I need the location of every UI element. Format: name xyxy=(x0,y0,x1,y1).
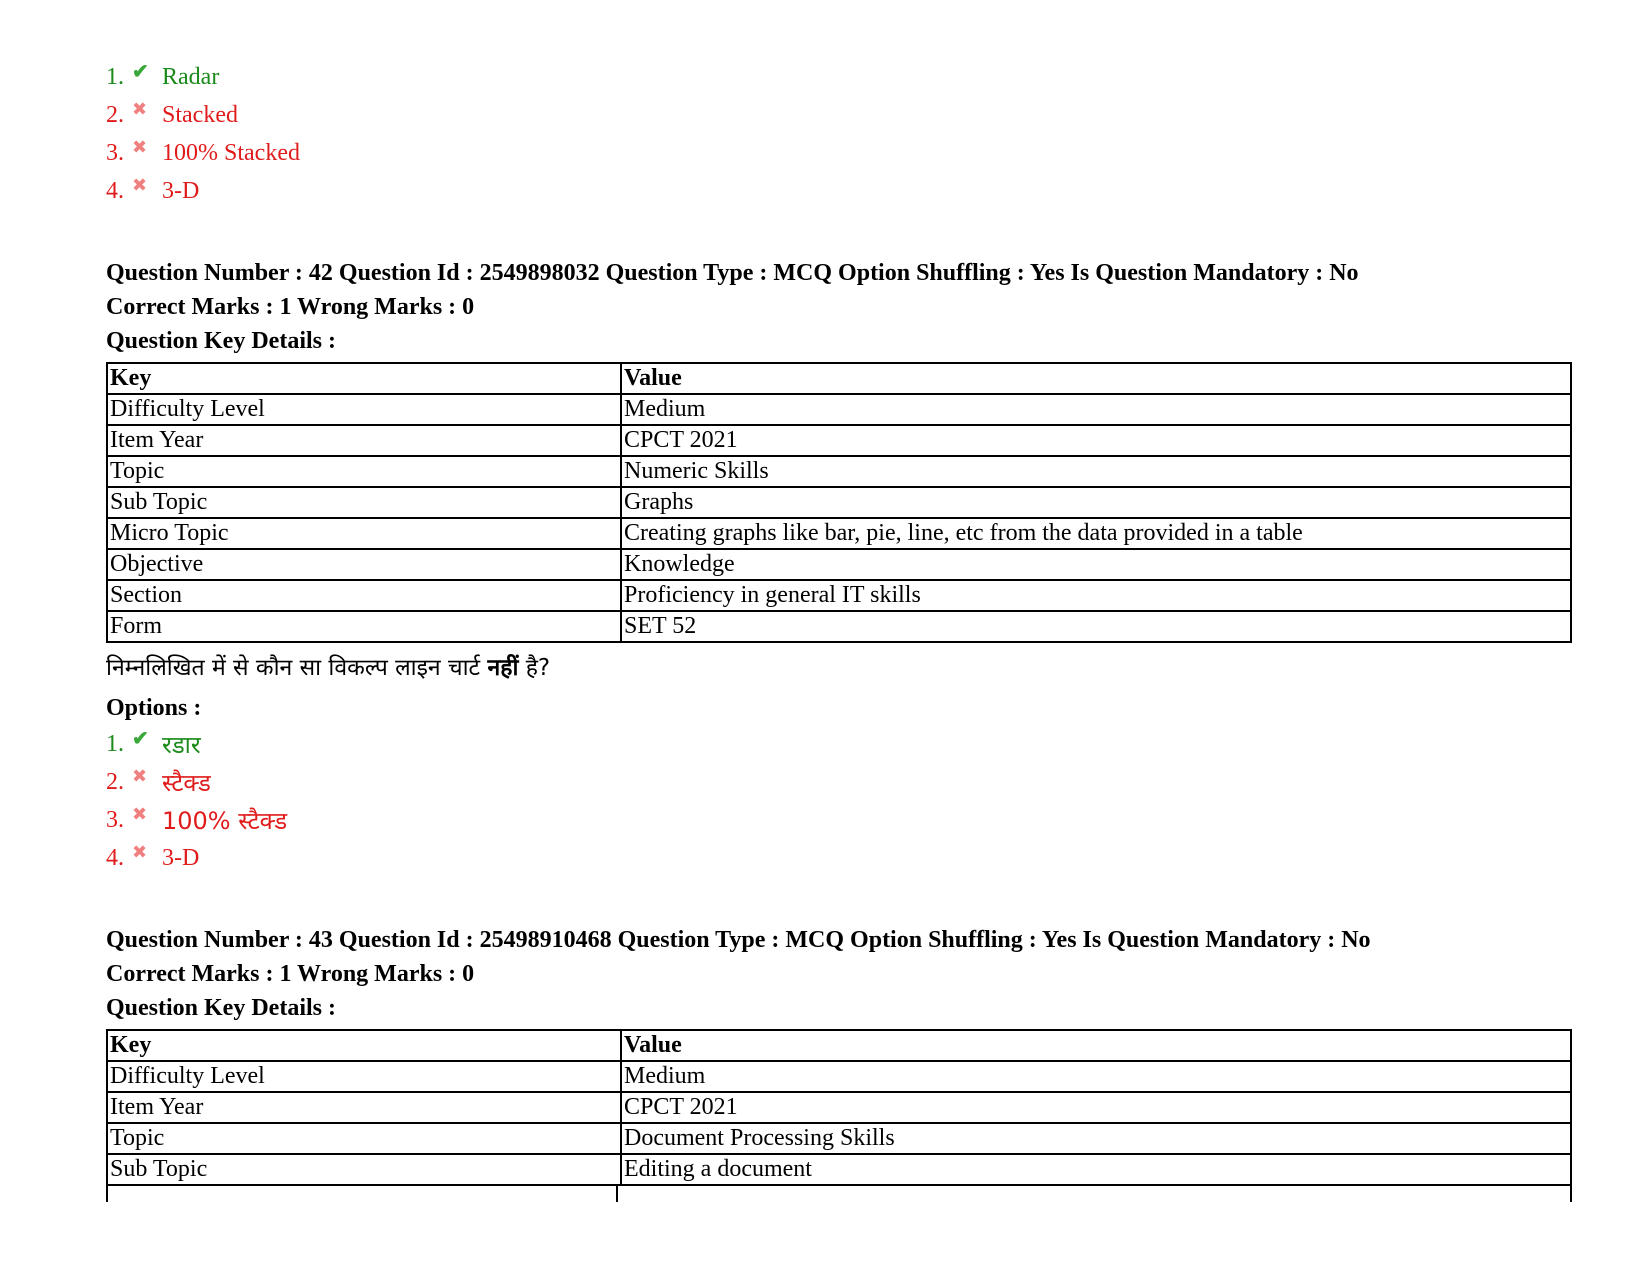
option-item xyxy=(106,134,1572,172)
option-text: रडार xyxy=(162,730,201,759)
row-value: CPCT 2021 xyxy=(621,1092,1571,1123)
option-item xyxy=(106,96,1572,134)
table-row xyxy=(107,518,1571,549)
table-header-row xyxy=(107,1030,1571,1061)
option-text: 100% स्टैक्ड xyxy=(162,806,288,835)
row-key: Sub Topic xyxy=(107,487,621,518)
question-text-part: है? xyxy=(518,655,551,681)
row-key: Item Year xyxy=(107,1092,621,1123)
row-key: Topic xyxy=(107,1123,621,1154)
option-text: Radar xyxy=(162,63,220,90)
option-number: 3. xyxy=(106,139,124,166)
row-value: Creating graphs like bar, pie, line, etc from the data provided in a table xyxy=(621,518,1571,549)
cross-icon: ✖ xyxy=(132,765,148,786)
table-row xyxy=(107,456,1571,487)
option-text: 3-D xyxy=(162,844,200,871)
cross-icon: ✖ xyxy=(132,174,148,195)
option-text: स्टैक्ड xyxy=(162,768,211,797)
cross-icon: ✖ xyxy=(132,841,148,862)
table-row xyxy=(107,394,1571,425)
option-number: 3. xyxy=(106,806,124,833)
row-key: Difficulty Level xyxy=(107,1061,621,1092)
table-row xyxy=(107,487,1571,518)
option-number: 4. xyxy=(106,177,124,204)
option-number: 2. xyxy=(106,768,124,795)
option-item xyxy=(106,725,1572,763)
table-continuation xyxy=(106,1186,1572,1202)
option-number: 4. xyxy=(106,844,124,871)
column-header-value: Value xyxy=(621,363,1571,394)
question-text-part: निम्नलिखित में से कौन सा विकल्प लाइन चार्ट xyxy=(106,655,488,681)
row-value: Proficiency in general IT skills xyxy=(621,580,1571,611)
option-item xyxy=(106,839,1572,877)
row-value: Medium xyxy=(621,1061,1571,1092)
question-block-42 xyxy=(106,256,1572,877)
row-value: Medium xyxy=(621,394,1571,425)
question-text-emphasis: नहीं xyxy=(487,655,519,681)
row-value: Graphs xyxy=(621,487,1571,518)
row-value: Knowledge xyxy=(621,549,1571,580)
table-header-row xyxy=(107,363,1571,394)
row-key: Difficulty Level xyxy=(107,394,621,425)
table-row xyxy=(107,1061,1571,1092)
row-value: Editing a document xyxy=(621,1154,1571,1185)
row-key: Item Year xyxy=(107,425,621,456)
cross-icon: ✖ xyxy=(132,98,148,119)
document-page xyxy=(106,58,1572,1202)
column-header-key: Key xyxy=(107,363,621,394)
option-number: 1. xyxy=(106,63,124,90)
option-text: 3-D xyxy=(162,177,200,204)
question-header: Question Number : 42 Question Id : 2549898032 Question Type : MCQ Option Shuffling : Yes Is Question Mandatory : No xyxy=(106,260,1359,286)
marks-line: Correct Marks : 1 Wrong Marks : 0 xyxy=(106,294,475,320)
key-details-label: Question Key Details : xyxy=(106,328,336,354)
key-details-label: Question Key Details : xyxy=(106,995,336,1021)
row-key: Sub Topic xyxy=(107,1154,621,1185)
row-value: Numeric Skills xyxy=(621,456,1571,487)
table-row xyxy=(107,1123,1571,1154)
options-label: Options : xyxy=(106,695,202,721)
question-text xyxy=(106,651,1572,685)
question-block-43 xyxy=(106,923,1572,1202)
table-row xyxy=(107,580,1571,611)
option-item xyxy=(106,801,1572,839)
option-item xyxy=(106,172,1572,210)
table-row xyxy=(107,549,1571,580)
cross-icon: ✖ xyxy=(132,136,148,157)
row-key: Topic xyxy=(107,456,621,487)
option-text: Stacked xyxy=(162,101,238,128)
row-value: SET 52 xyxy=(621,611,1571,642)
marks-line: Correct Marks : 1 Wrong Marks : 0 xyxy=(106,961,475,987)
table-row xyxy=(107,425,1571,456)
row-value: CPCT 2021 xyxy=(621,425,1571,456)
row-value: Document Processing Skills xyxy=(621,1123,1571,1154)
row-key: Form xyxy=(107,611,621,642)
prev-options-list xyxy=(106,58,1572,210)
option-item xyxy=(106,58,1572,96)
option-number: 1. xyxy=(106,730,124,757)
row-key: Objective xyxy=(107,549,621,580)
column-header-value: Value xyxy=(621,1030,1571,1061)
cross-icon: ✖ xyxy=(132,803,148,824)
check-icon: ✔ xyxy=(132,60,149,83)
option-text: 100% Stacked xyxy=(162,139,300,166)
column-header-key: Key xyxy=(107,1030,621,1061)
table-row xyxy=(107,1092,1571,1123)
key-details-table xyxy=(106,1029,1572,1186)
options-list xyxy=(106,725,1572,877)
row-key: Section xyxy=(107,580,621,611)
row-key: Micro Topic xyxy=(107,518,621,549)
question-header: Question Number : 43 Question Id : 25498910468 Question Type : MCQ Option Shuffling : Yes Is Question Mandatory : No xyxy=(106,927,1371,953)
option-item xyxy=(106,763,1572,801)
table-row xyxy=(107,611,1571,642)
check-icon: ✔ xyxy=(132,727,149,750)
option-number: 2. xyxy=(106,101,124,128)
key-details-table xyxy=(106,362,1572,643)
table-row xyxy=(107,1154,1571,1185)
